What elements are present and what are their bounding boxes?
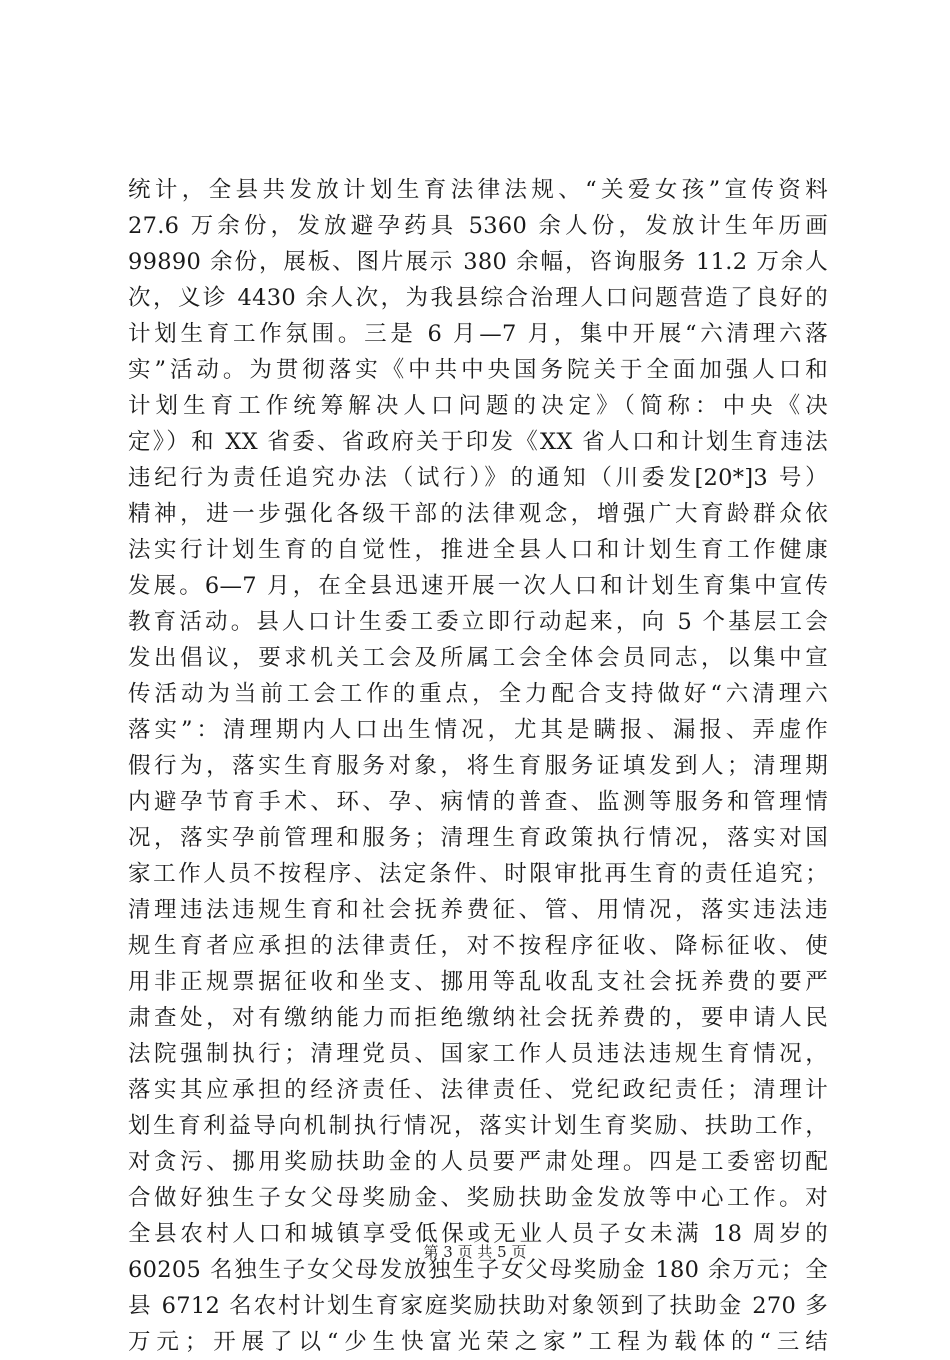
text-line: 定》）和 XX 省委、省政府关于印发《XX 省人口和计划生育违法	[128, 429, 828, 455]
document-body	[128, 172, 828, 1360]
text-line: 精神，进一步强化各级干部的法律观念，增强广大育龄群众依	[128, 501, 828, 527]
text-line: 99890 余份，展板、图片展示 380 余幅，咨询服务 11.2 万余人	[128, 249, 828, 275]
text-line: 发展。6—7 月，在全县迅速开展一次人口和计划生育集中宣传	[128, 573, 828, 599]
text-line: 肃查处，对有缴纳能力而拒绝缴纳社会抚养费的，要申请人民	[128, 1005, 828, 1031]
text-line: 次，义诊 4430 余人次，为我县综合治理人口问题营造了良好的	[128, 285, 828, 311]
text-line: 落实”：清理期内人口出生情况，尤其是瞒报、漏报、弄虚作	[128, 717, 828, 743]
text-line: 统计，全县共发放计划生育法律法规、“关爱女孩”宣传资料	[128, 177, 828, 203]
text-line: 传活动为当前工会工作的重点，全力配合支持做好“六清理六	[128, 681, 828, 707]
text-line: 万元；开展了以“少生快富光荣之家”工程为载体的“三结	[128, 1329, 828, 1355]
text-line: 用非正规票据征收和坐支、挪用等乱收乱支社会抚养费的要严	[128, 969, 828, 995]
text-line: 假行为，落实生育服务对象，将生育服务证填发到人；清理期	[128, 753, 828, 779]
text-line: 规生育者应承担的法律责任，对不按程序征收、降标征收、使	[128, 933, 828, 959]
text-line: 划生育利益导向机制执行情况，落实计划生育奖励、扶助工作，	[128, 1113, 828, 1139]
text-line: 教育活动。县人口计生委工委立即行动起来，向 5 个基层工会	[128, 609, 828, 635]
text-line: 计划生育工作氛围。三是 6 月—7 月，集中开展“六清理六落	[128, 321, 828, 347]
text-line: 县 6712 名农村计划生育家庭奖励扶助对象领到了扶助金 270 多	[128, 1293, 828, 1319]
text-line: 计划生育工作统筹解决人口问题的决定》（简称：中央《决	[128, 393, 828, 419]
text-line: 合做好独生子女父母奖励金、奖励扶助金发放等中心工作。对	[128, 1185, 828, 1211]
text-line: 法实行计划生育的自觉性，推进全县人口和计划生育工作健康	[128, 537, 828, 563]
text-line: 家工作人员不按程序、法定条件、时限审批再生育的责任追究；	[128, 861, 828, 887]
text-line: 对贪污、挪用奖励扶助金的人员要严肃处理。四是工委密切配	[128, 1149, 828, 1175]
text-line: 况，落实孕前管理和服务；清理生育政策执行情况，落实对国	[128, 825, 828, 851]
text-line: 实”活动。为贯彻落实《中共中央国务院关于全面加强人口和	[128, 357, 828, 383]
text-line: 清理违法违规生育和社会抚养费征、管、用情况，落实违法违	[128, 897, 828, 923]
text-line: 违纪行为责任追究办法（试行）》的通知（川委发[20*]3 号）	[128, 465, 828, 491]
text-line: 法院强制执行；清理党员、国家工作人员违法违规生育情况，	[128, 1041, 828, 1067]
text-line: 发出倡议，要求机关工会及所属工会全体会员同志，以集中宣	[128, 645, 828, 671]
page-footer: 第 3 页 共 5 页	[423, 1243, 527, 1261]
text-line: 全县农村人口和城镇享受低保或无业人员子女未满 18 周岁的	[128, 1221, 828, 1247]
text-line: 60205 名独生子女父母发放独生子女父母奖励金 180 余万元；全	[128, 1257, 828, 1283]
text-line: 落实其应承担的经济责任、法律责任、党纪政纪责任；清理计	[128, 1077, 828, 1103]
text-line: 内避孕节育手术、环、孕、病情的普查、监测等服务和管理情	[128, 789, 828, 815]
text-line: 27.6 万余份，发放避孕药具 5360 余人份，发放计生年历画	[128, 213, 828, 239]
